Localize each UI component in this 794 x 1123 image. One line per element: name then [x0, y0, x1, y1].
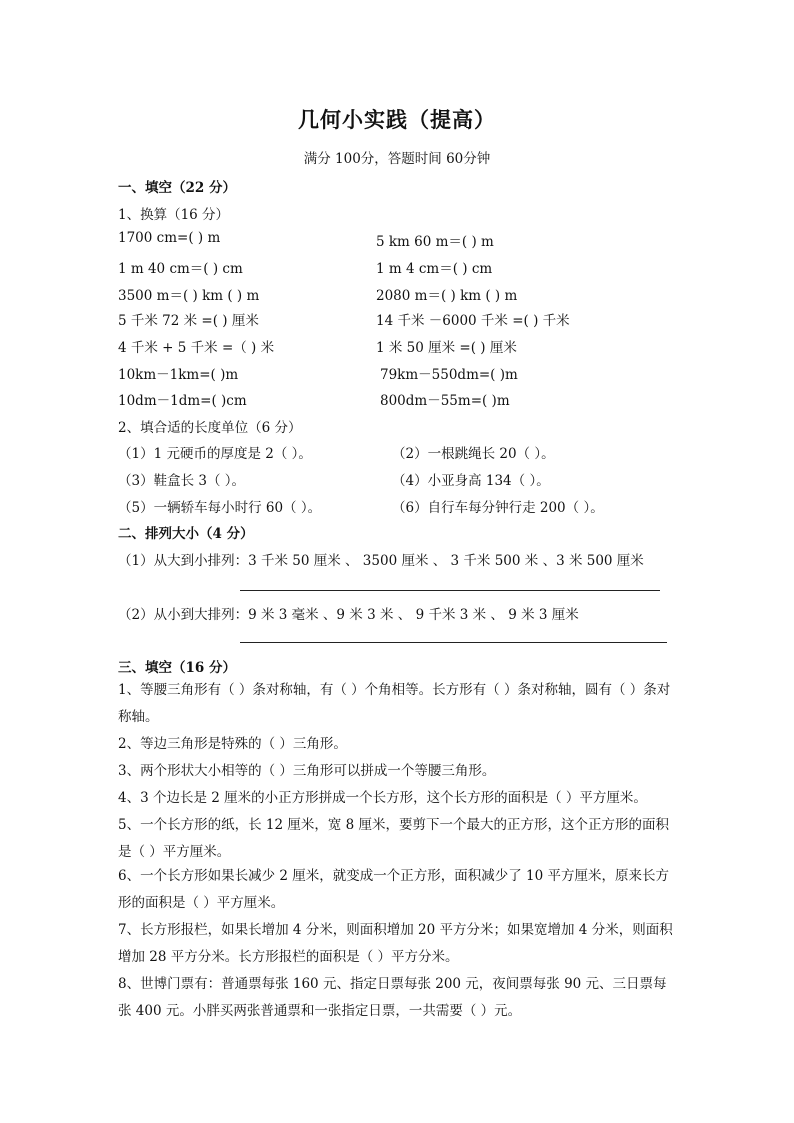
section2-heading: 二、排列大小（4 分） [118, 526, 254, 542]
conversion-right: 1 m 4 cm＝( ) cm [376, 261, 493, 277]
unit-question: （3）鞋盒长 3（ ）。 [118, 473, 246, 489]
conversion-left: 10dm－1dm=( )cm [118, 393, 247, 409]
conversion-right: 2080 m＝( ) km ( ) m [376, 288, 518, 304]
q1-heading: 1、换算（16 分） [118, 207, 230, 223]
order-question-2: （2）从小到大排列：9 米 3 毫米 、9 米 3 米 、 9 千米 3 米 、 9 米 3 厘米 [118, 607, 579, 623]
fill-question: 8、世博门票有：普通票每张 160 元、指定日票每张 200 元，夜间票每张 90 元、三日票每张 400 元。小胖买两张普通票和一张指定日票，一共需要（ ）元。 [118, 976, 667, 1019]
conversion-left: 10km－1km=( )m [118, 367, 239, 383]
fill-question: 1、等腰三角形有（ ）条对称轴，有（ ）个角相等。长方形有（ ）条对称轴，圆有（ ）条对称轴。 [118, 682, 671, 725]
unit-question: （5）一辆轿车每小时行 60（ ）。 [118, 500, 322, 516]
fill-question: 7、长方形报栏，如果长增加 4 分米，则面积增加 20 平方分米；如果宽增加 4 分米，则面积增加 28 平方分米。长方形报栏的面积是（ ）平方分米。 [118, 922, 673, 965]
answer-line-1[interactable] [240, 590, 660, 591]
fill-question: 2、等边三角形是特殊的（ ）三角形。 [118, 736, 347, 752]
fill-question: 6、一个长方形如果长减少 2 厘米，就变成一个正方形，面积减少了 10 平方厘米，原来长方形的面积是（ ）平方厘米。 [118, 868, 670, 911]
section1-heading: 一、填空（22 分） [118, 180, 236, 196]
q2-heading: 2、填合适的长度单位（6 分） [118, 420, 302, 436]
answer-line-2[interactable] [240, 642, 667, 643]
conversion-left: 4 千米 + 5 千米 =（ ) 米 [118, 340, 275, 356]
section3-heading: 三、填空（16 分） [118, 660, 236, 676]
conversion-right: 5 km 60 m＝( ) m [376, 234, 494, 250]
page-title: 几何小实践（提高） [298, 107, 496, 132]
conversion-right: 79km－550dm=( )m [380, 367, 518, 383]
unit-question: （1）1 元硬币的厚度是 2（ ）。 [118, 446, 312, 462]
conversion-right: 800dm－55m=( )m [380, 393, 510, 409]
unit-question: （6）自行车每分钟行走 200（ ）。 [392, 500, 604, 516]
conversion-left: 1 m 40 cm＝( ) cm [118, 261, 243, 277]
conversion-left: 1700 cm=( ) m [118, 230, 221, 246]
page-subtitle: 满分 100分，答题时间 60分钟 [303, 151, 491, 167]
order-question-1: （1）从大到小排列：3 千米 50 厘米 、 3500 厘米 、 3 千米 500 米 、3 米 500 厘米 [118, 553, 644, 569]
unit-question: （4）小亚身高 134（ ）。 [392, 473, 550, 489]
unit-question: （2）一根跳绳长 20（ ）。 [392, 446, 555, 462]
conversion-left: 5 千米 72 米 =( ) 厘米 [118, 313, 259, 329]
conversion-right: 14 千米 －6000 千米 =( ) 千米 [376, 313, 570, 329]
fill-question: 4、3 个边长是 2 厘米的小正方形拼成一个长方形，这个长方形的面积是（ ）平方厘米。 [118, 790, 647, 806]
fill-question: 5、一个长方形的纸，长 12 厘米，宽 8 厘米，要剪下一个最大的正方形，这个正方形的面积是（ ）平方厘米。 [118, 817, 670, 860]
conversion-right: 1 米 50 厘米 =( ) 厘米 [376, 340, 517, 356]
conversion-left: 3500 m＝( ) km ( ) m [118, 288, 260, 304]
fill-question: 3、两个形状大小相等的（ ）三角形可以拼成一个等腰三角形。 [118, 763, 496, 779]
